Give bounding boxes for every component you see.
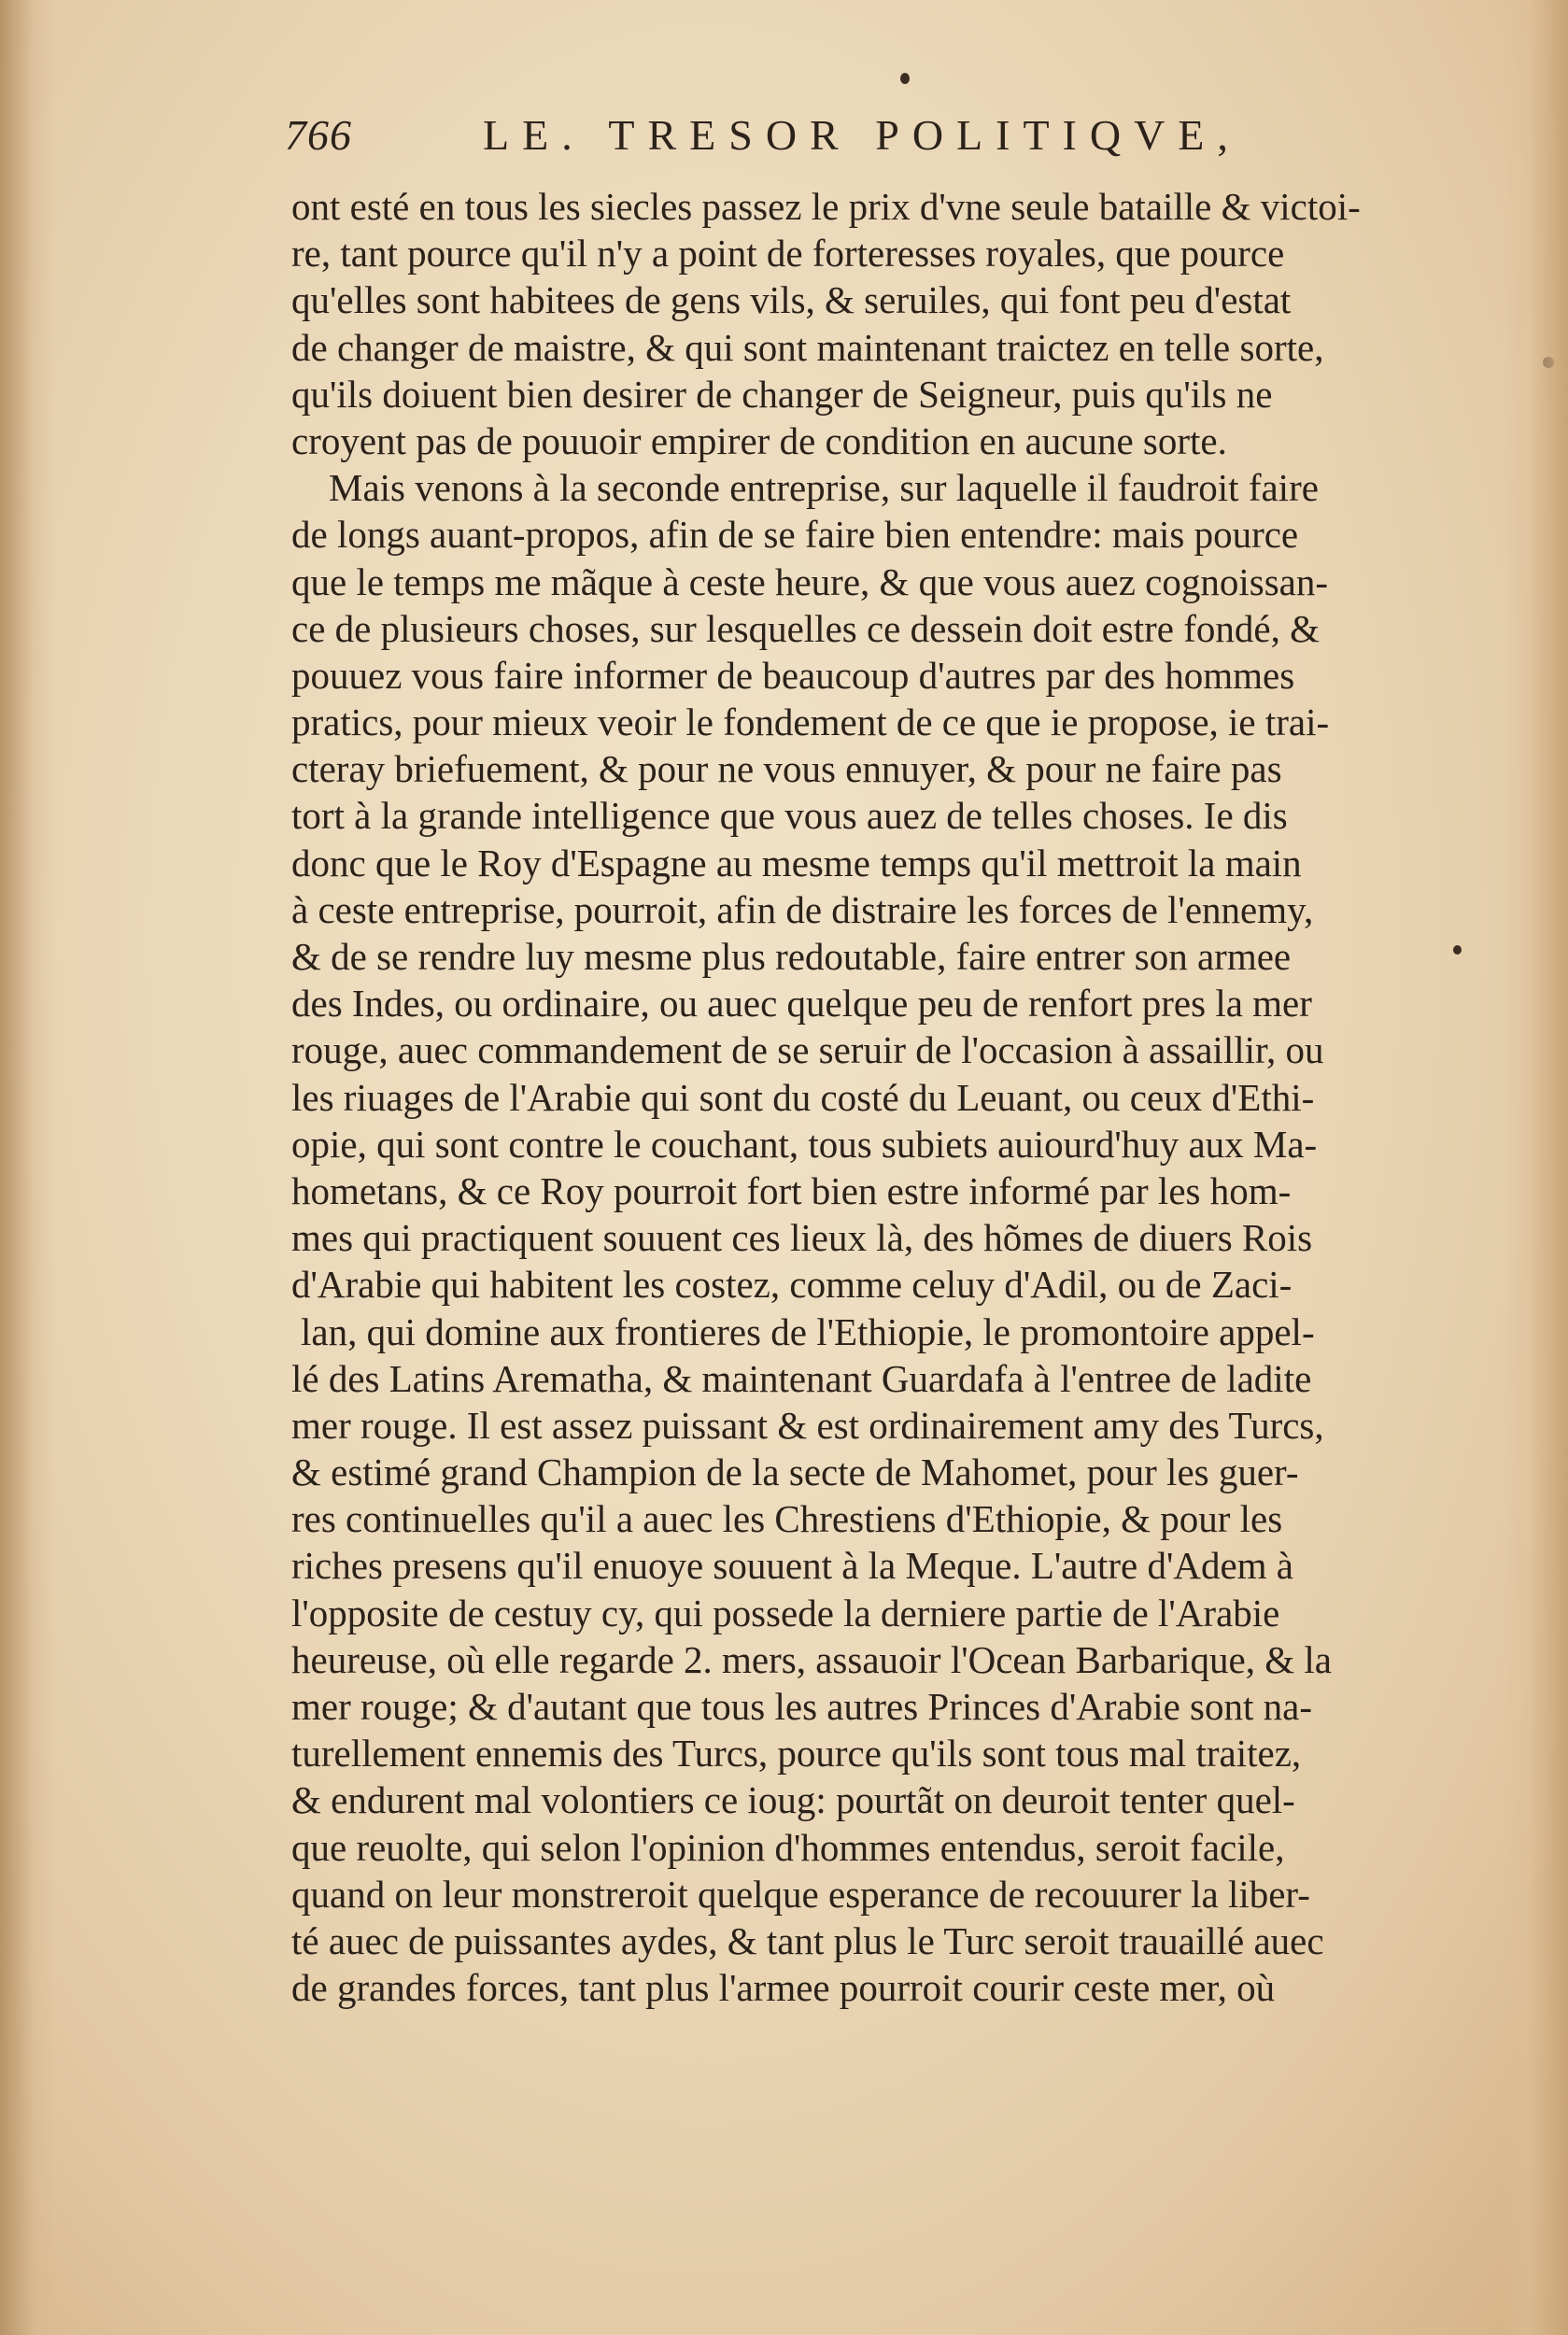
text-line: & de se rendre luy mesme plus redoutable, faire entrer son armee bbox=[291, 935, 1292, 978]
text-line: & estimé grand Champion de la secte de Mahomet, pour les guer- bbox=[291, 1451, 1299, 1494]
text-line: les riuages de l'Arabie qui sont du costé du Leuant, ou ceux d'Ethi- bbox=[291, 1075, 1315, 1119]
ink-dot bbox=[1453, 945, 1462, 955]
text-line: d'Arabie qui habitent les costez, comme celuy d'Adil, ou de Zaci- bbox=[291, 1263, 1293, 1307]
text-line: que le temps me mãque à ceste heure, & que vous auez cognoissan- bbox=[291, 559, 1329, 603]
text-line: tort à la grande intelligence que vous auez de telles choses. Ie dis bbox=[291, 794, 1288, 838]
text-line: cteray briefuement, & pour ne vous ennuyer, & pour ne faire pas bbox=[291, 747, 1282, 791]
text-line: pratics, pour mieux veoir le fondement de ce que ie propose, ie trai- bbox=[291, 700, 1330, 744]
text-line: l'opposite de cestuy cy, qui possede la derniere partie de l'Arabie bbox=[291, 1591, 1280, 1634]
ink-dot bbox=[900, 73, 910, 84]
text-line: de longs auant-propos, afin de se faire bien entendre: mais pource bbox=[291, 513, 1299, 557]
book-title: LE. TRESOR POLITIQVE, bbox=[483, 111, 1241, 159]
text-line: quand on leur monstreroit quelque esperance de recouurer la liber- bbox=[291, 1872, 1310, 1916]
text-line: heureuse, où elle regarde 2. mers, assauoir l'Ocean Barbarique, & la bbox=[291, 1637, 1332, 1681]
text-line: qu'ils doiuent bien desirer de changer de Seigneur, puis qu'ils ne bbox=[291, 372, 1273, 416]
text-line: hometans, & ce Roy pourroit fort bien estre informé par les hom- bbox=[291, 1168, 1292, 1212]
text-line: ont esté en tous les siecles passez le prix d'vne seule bataille & victoi- bbox=[291, 185, 1361, 228]
text-line: qu'elles sont habitees de gens vils, & seruiles, qui font peu d'estat bbox=[291, 278, 1292, 322]
text-line: lan, qui domine aux frontieres de l'Ethiopie, le promontoire appel- bbox=[301, 1309, 1315, 1353]
text-line: de changer de maistre, & qui sont maintenant traictez en telle sorte, bbox=[291, 325, 1324, 369]
text-line: re, tant pource qu'il n'y a point de forteresses royales, que pource bbox=[291, 232, 1285, 276]
text-line: mer rouge; & d'autant que tous les autres Princes d'Arabie sont na- bbox=[291, 1685, 1313, 1728]
text-line: turellement ennemis des Turcs, pource qu'ils sont tous mal traitez, bbox=[291, 1732, 1302, 1776]
body-text bbox=[291, 183, 1459, 2011]
paragraph-start-line: Mais venons à la seconde entreprise, sur laquelle il faudroit faire bbox=[329, 466, 1319, 510]
text-line: de grandes forces, tant plus l'armee pourroit courir ceste mer, où bbox=[291, 1966, 1276, 2010]
text-line: riches presens qu'il enuoye souuent à la Meque. L'autre d'Adem à bbox=[291, 1544, 1294, 1588]
running-head bbox=[285, 110, 1275, 166]
text-line: té auec de puissantes aydes, & tant plus le Turc seroit trauaillé auec bbox=[291, 1918, 1324, 1962]
text-line: donc que le Roy d'Espagne au mesme temps qu'il mettroit la main bbox=[291, 841, 1302, 884]
text-line: à ceste entreprise, pourroit, afin de distraire les forces de l'ennemy, bbox=[291, 887, 1314, 931]
text-line: lé des Latins Arematha, & maintenant Guardafa à l'entree de ladite bbox=[291, 1356, 1312, 1400]
ink-dot bbox=[1543, 357, 1554, 368]
text-line: croyent pas de pouuoir empirer de condition en aucune sorte. bbox=[291, 418, 1227, 462]
text-line: res continuelles qu'il a auec les Chrestiens d'Ethiopie, & pour les bbox=[291, 1497, 1283, 1541]
text-line: que reuolte, qui selon l'opinion d'hommes entendus, seroit facile, bbox=[291, 1825, 1285, 1869]
text-line: & endurent mal volontiers ce ioug: pourtãt on deuroit tenter quel- bbox=[291, 1778, 1295, 1822]
text-line: opie, qui sont contre le couchant, tous subiets auiourd'huy aux Ma- bbox=[291, 1122, 1318, 1166]
text-line: rouge, auec commandement de se seruir de l'occasion à assaillir, ou bbox=[291, 1028, 1324, 1072]
text-line: mer rouge. Il est assez puissant & est ordinairement amy des Turcs, bbox=[291, 1403, 1324, 1447]
text-line: pouuez vous faire informer de beaucoup d'autres par des hommes bbox=[291, 653, 1295, 697]
page-number: 766 bbox=[285, 111, 352, 159]
text-line: mes qui practiquent souuent ces lieux là, des hõmes de diuers Rois bbox=[291, 1216, 1313, 1260]
text-line: des Indes, ou ordinaire, ou auec quelque peu de renfort pres la mer bbox=[291, 982, 1312, 1026]
text-line: ce de plusieurs choses, sur lesquelles ce dessein doit estre fondé, & bbox=[291, 606, 1320, 650]
